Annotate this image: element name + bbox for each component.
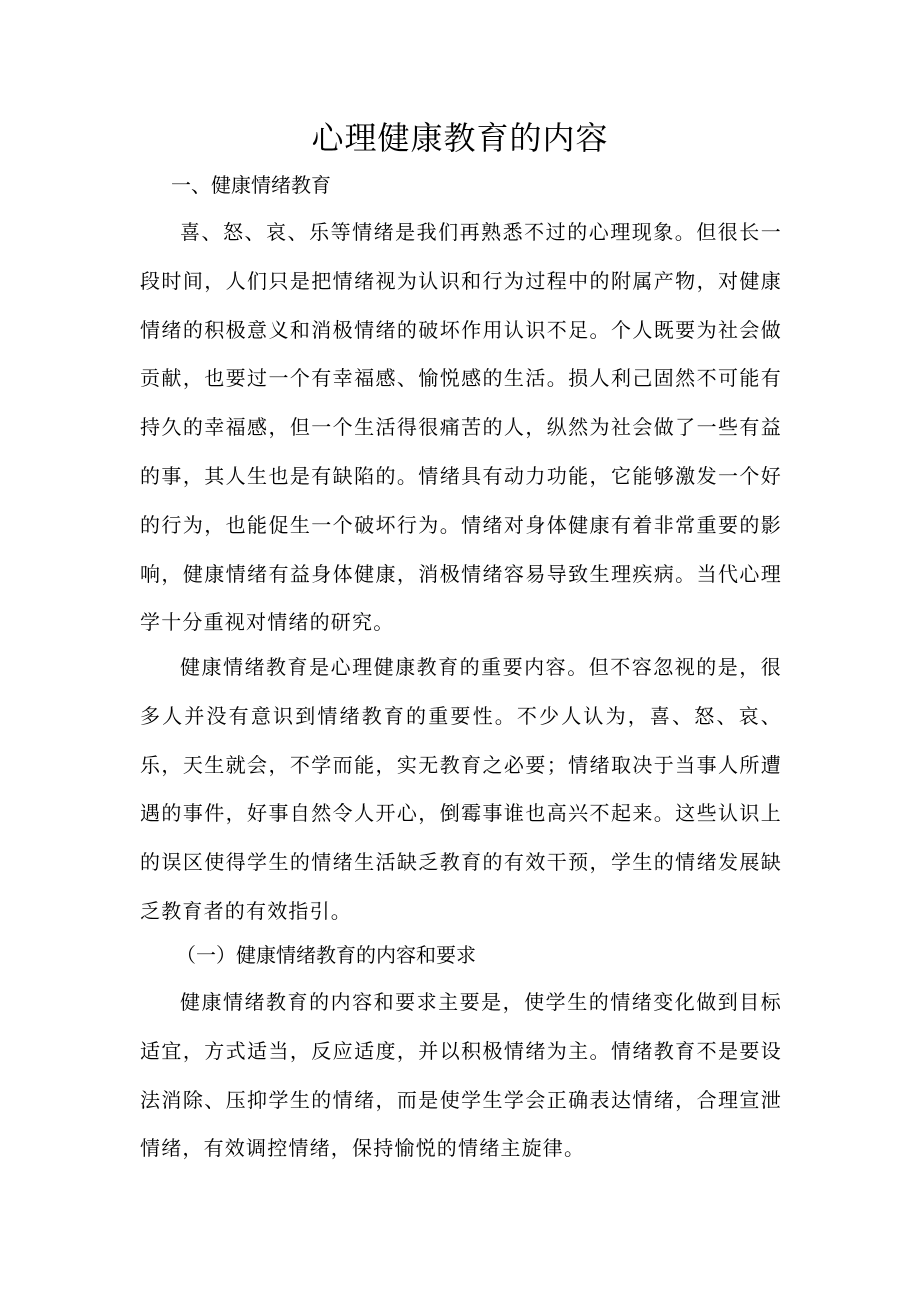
subsection-heading-content-requirements: （一）健康情绪教育的内容和要求 xyxy=(176,943,476,967)
paragraph-content-requirements: 健康情绪教育的内容和要求主要是，使学生的情绪变化做到目标适宜，方式适当，反应适度，并以积极情绪为主。情绪教育不是要设法消除、压抑学生的情绪，而是使学生学会正确表达情绪，合理宣泄情绪，有效调控情绪，保持愉悦的情绪主旋律。 xyxy=(140,990,782,1161)
paragraph-emotion-phenomenon: 喜、怒、哀、乐等情绪是我们再熟悉不过的心理现象。但很长一段时间，人们只是把情绪视为认识和行为过程中的附属产物，对健康情绪的积极意义和消极情绪的破坏作用认识不足。个人既要为社会做贡献，也要过一个有幸福感、愉悦感的生活。损人利己固然不可能有持久的幸福感，但一个生活得很痛苦的人，纵然为社会做了一些有益的事，其人生也是有缺陷的。情绪具有动力功能，它能够激发一个好的行为，也能促生一个破坏行为。情绪对身体健康有着非常重要的影响，健康情绪有益身体健康，消极情绪容易导致生理疾病。当代心理学十分重视对情绪的研究。 xyxy=(140,220,782,635)
paragraph-emotion-education-importance: 健康情绪教育是心理健康教育的重要内容。但不容忽视的是，很多人并没有意识到情绪教育的重要性。不少人认为，喜、怒、哀、乐，天生就会，不学而能，实无教育之必要；情绪取决于当事人所遭遇的事件，好事自然令人开心，倒霉事谁也高兴不起来。这些认识上的误区使得学生的情绪生活缺乏教育的有效干预，学生的情绪发展缺乏教育者的有效指引。 xyxy=(140,655,782,923)
section-heading-emotion-education: 一、健康情绪教育 xyxy=(171,173,331,197)
document-title: 心理健康教育的内容 xyxy=(311,119,609,157)
